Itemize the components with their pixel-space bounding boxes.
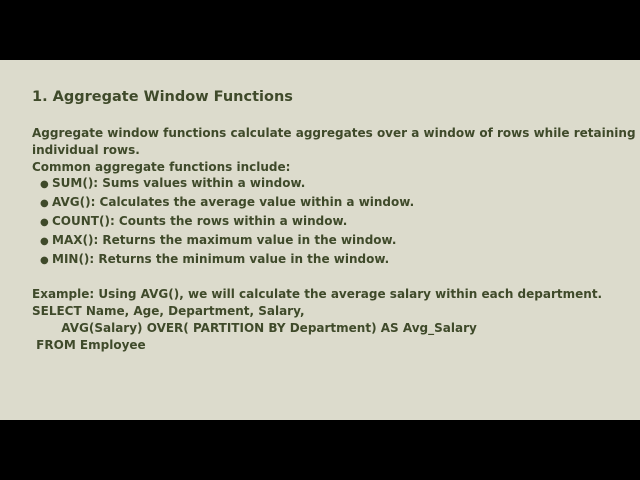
code-line: FROM Employee	[32, 337, 146, 352]
function-list	[32, 175, 636, 269]
list-item-text: COUNT(): Counts the rows within a window.	[52, 213, 348, 228]
list-intro-text: Common aggregate functions include:	[32, 159, 291, 174]
list-item	[40, 213, 636, 232]
list-item	[40, 251, 636, 270]
spacer	[32, 269, 636, 286]
slide-body	[32, 125, 636, 353]
list-item-text: SUM(): Sums values within a window.	[52, 176, 306, 191]
bullet-icon: ●	[40, 198, 49, 210]
list-item-text: MIN(): Returns the minimum value in the window.	[52, 251, 390, 266]
bullet-icon: ●	[40, 179, 49, 191]
bullet-icon: ●	[40, 254, 49, 266]
list-item-text: MAX(): Returns the maximum value in the window.	[52, 232, 397, 247]
list-item	[40, 194, 636, 213]
slide	[0, 60, 640, 420]
example-text: Example: Using AVG(), we will calculate the average salary within each department.	[32, 287, 603, 302]
intro-text: Aggregate window functions calculate aggregates over a window of rows while retaining individual rows.	[32, 126, 636, 157]
list-item-text: AVG(): Calculates the average value within a window.	[52, 195, 415, 210]
bullet-icon: ●	[40, 235, 49, 247]
bullet-icon: ●	[40, 216, 49, 228]
code-line: AVG(Salary) OVER( PARTITION BY Department) AS Avg_Salary	[32, 320, 477, 335]
list-item	[40, 175, 636, 194]
code-line: SELECT Name, Age, Department, Salary,	[32, 303, 305, 318]
slide-title: 1. Aggregate Window Functions	[32, 89, 293, 105]
list-item	[40, 232, 636, 251]
